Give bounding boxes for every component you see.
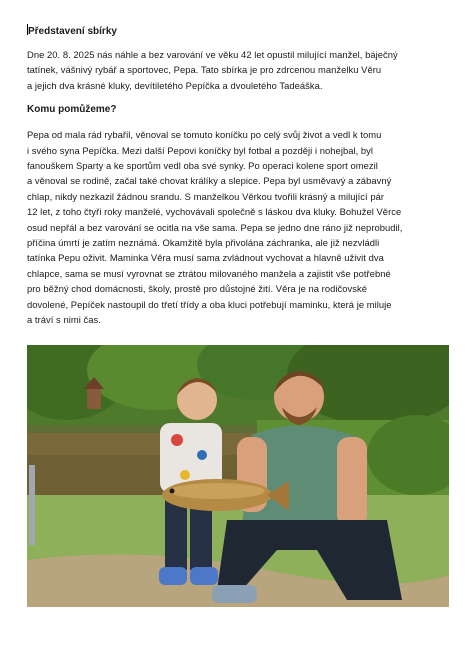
intro-heading: Představení sbírky	[28, 26, 117, 37]
photo-illustration	[27, 345, 449, 607]
document-body	[27, 24, 451, 328]
intro-heading-container	[27, 24, 451, 39]
intro-paragraph: Dne 20. 8. 2025 nás náhle a bez varování ve věku 42 let opustil milující manžel, báječný tatínek, vášnivý rybář a sportovec, Pepa. Tato sbírka je pro zdrcenou manželku Věru a jejich dva krásné kluky, devítiletého Pepíčka a dvouletého Tadeáška.	[27, 49, 398, 91]
family-fishing-photo	[27, 345, 449, 607]
story-paragraph: Pepa od mala rád rybařil, věnoval se tomuto koníčku po celý svůj život a vedl k tomu i svého syna Pepíčka. Mezi další Pepovi koníčky byl fotbal a později i nohejbal, byl fanouškem Sparty a ke sportům vedl oba své synky. Po operaci kolene sport omezil a věnoval se rodině, začal také chovat králíky a slepice. Pepa byl usměvavý a zábavný chlap, nikdy nezkazil žádnou srandu. S manželkou Věrkou tvořili krásný a milující pár 12 let, z toho čtyři roky manželé, vychovávali společně s láskou dva kluky. Bohužel Věrce osud nepřál a bez varování se ocitla na vše sama. Pepa se jedno dne ráno již neprobudil, příčina úmrtí je zatím neznámá. Okamžitě byla přivolána záchranka, ale již nezvládli tatínka Pepu oživit. Maminka Věra musí sama zvládnout vychovat a hlavně uživit dva chlapce, sama se musí vyrovnat se ztrátou milovaného manžela a zajistit vše potřebné pro běžný chod domácnosti, školy, prostě pro důstojné žití. Věra je na rodičovské dovolené, Pepíček nastoupil do třetí třídy a oba kluci potřebují maminku, která je miluje a tráví s nimi čas.	[27, 129, 403, 326]
help-heading: Komu pomůžeme?	[27, 104, 117, 116]
